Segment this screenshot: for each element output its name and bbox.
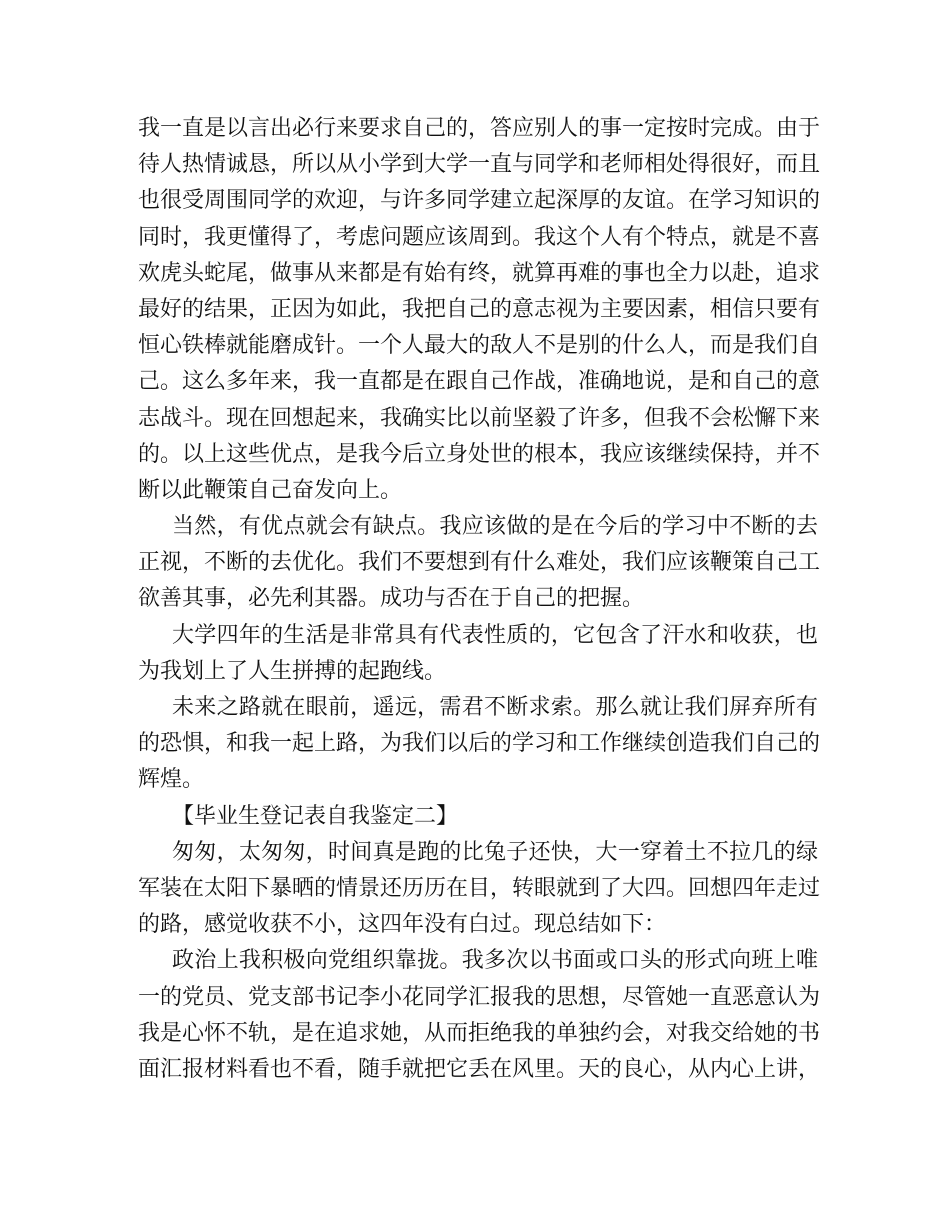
paragraph-4 <box>138 690 821 799</box>
text-line: 恒心铁棒就能磨成针。一个人最大的敌人不是别的什么人，而是我们自 <box>138 333 821 359</box>
text-line: 的路，感觉收获不小，这四年没有白过。现总结如下： <box>138 912 667 938</box>
paragraph-2 <box>138 509 821 618</box>
text-line: 政治上我积极向党组织靠拢。我多次以书面或口头的形式向班上唯 <box>172 948 818 974</box>
text-line: 正视，不断的去优化。我们不要想到有什么难处，我们应该鞭策自己工 <box>138 550 821 576</box>
text-line: 为我划上了人生拼搏的起跑线。 <box>138 658 447 684</box>
text-line: 的恐惧，和我一起上路，为我们以后的学习和工作继续创造我们自己的 <box>138 731 821 757</box>
text-line: 最好的结果，正因为如此，我把自己的意志视为主要因素，相信只要有 <box>138 296 821 322</box>
paragraph-5 <box>138 835 821 944</box>
text-line: 己。这么多年来，我一直都是在跟自己作战，准确地说，是和自己的意 <box>138 369 821 395</box>
text-line: 也很受周围同学的欢迎，与许多同学建立起深厚的友谊。在学习知识的 <box>138 188 821 214</box>
text-line: 当然，有优点就会有缺点。我应该做的是在今后的学习中不断的去 <box>172 514 818 540</box>
heading-text: 【毕业生登记表自我鉴定二】 <box>172 803 459 829</box>
paragraph-6 <box>138 943 821 1088</box>
text-line: 欲善其事，必先利其器。成功与否在于自己的把握。 <box>138 586 645 612</box>
text-line: 我一直是以言出必行来要求自己的，答应别人的事一定按时完成。由于 <box>138 116 821 141</box>
text-line: 军装在太阳下暴晒的情景还历历在目，转眼就到了大四。回想四年走过 <box>138 875 821 901</box>
text-line: 待人热情诚恳，所以从小学到大学一直与同学和老师相处得很好，而且 <box>138 152 821 178</box>
text-line: 的。以上这些优点，是我今后立身处世的根本，我应该继续保持，并不 <box>138 441 821 467</box>
paragraph-1 <box>138 111 821 509</box>
text-line: 同时，我更懂得了，考虑问题应该周到。我这个人有个特点，就是不喜 <box>138 224 821 250</box>
section-heading <box>138 799 818 835</box>
text-line: 志战斗。现在回想起来，我确实比以前坚毅了许多，但我不会松懈下来 <box>138 405 821 431</box>
paragraph-3 <box>138 618 818 690</box>
document-body <box>138 111 821 1088</box>
text-line: 我是心怀不轨，是在追求她，从而拒绝我的单独约会，对我交给她的书 <box>138 1020 821 1046</box>
text-line: 未来之路就在眼前，遥远，需君不断求索。那么就让我们屏弃所有 <box>172 695 818 720</box>
text-line: 辉煌。 <box>138 767 205 793</box>
text-line: 断以此鞭策自己奋发向上。 <box>138 477 403 503</box>
text-line: 欢虎头蛇尾，做事从来都是有始有终，就算再难的事也全力以赴，追求 <box>138 260 821 286</box>
text-line: 面汇报材料看也不看，随手就把它丢在风里。天的良心，从内心上讲， <box>138 1056 821 1082</box>
text-line: 匆匆，太匆匆，时间真是跑的比兔子还快，大一穿着土不拉几的绿 <box>172 839 818 865</box>
text-line: 一的党员、党支部书记李小花同学汇报我的思想，尽管她一直恶意认为 <box>138 984 821 1010</box>
text-line: 大学四年的生活是非常具有代表性质的，它包含了汗水和收获，也 <box>172 622 818 648</box>
